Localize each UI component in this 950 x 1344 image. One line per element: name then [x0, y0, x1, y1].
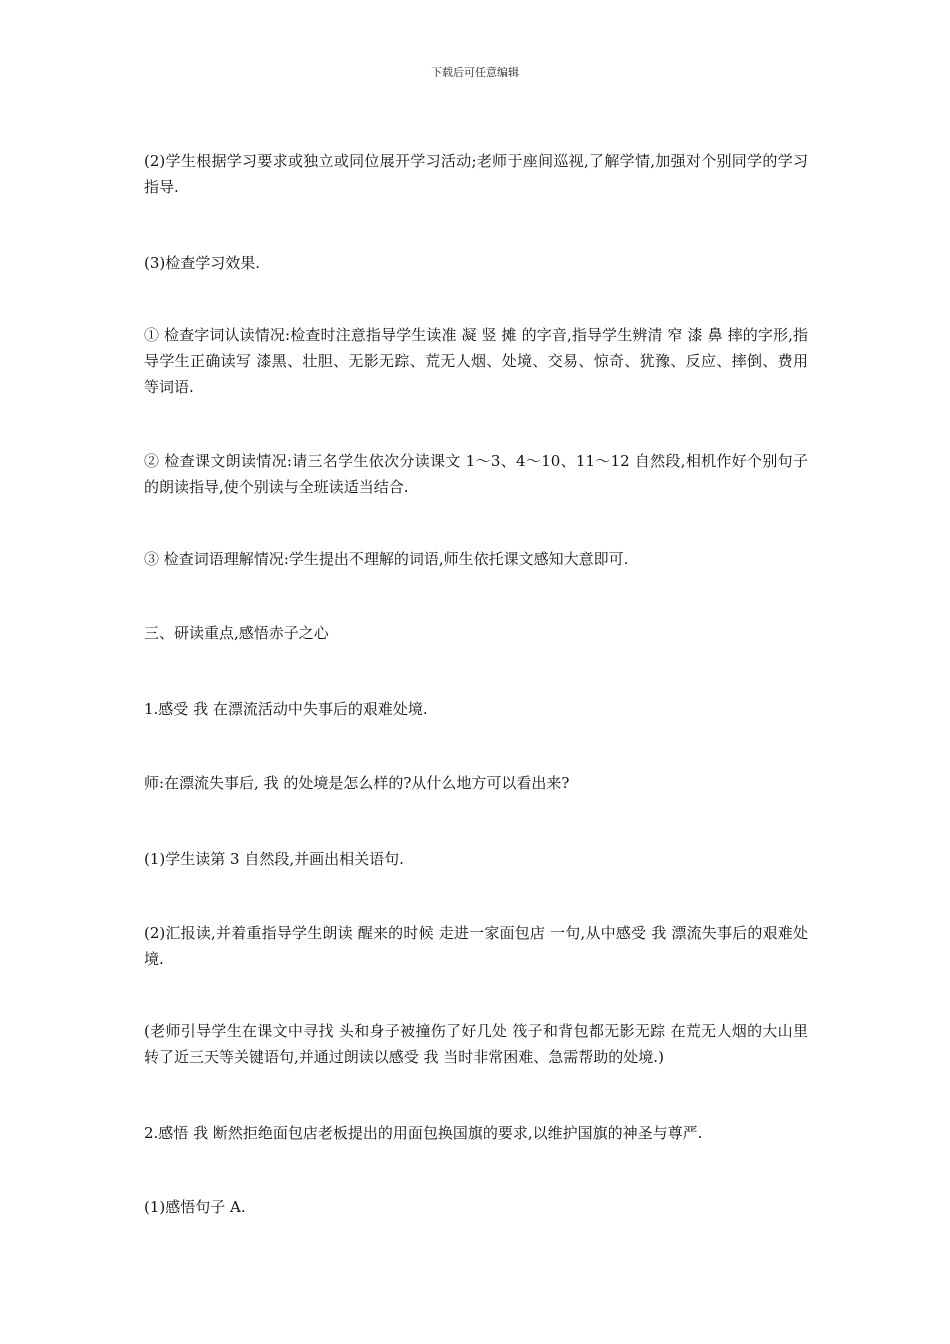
paragraph-feel-refusal: 2.感悟 我 断然拒绝面包店老板提出的用面包换国旗的要求,以维护国旗的神圣与尊严.: [144, 1124, 703, 1142]
paragraph-check-reading: ② 检查课文朗读情况:请三名学生依次分读课文 1～3、4～10、11～12 自然段,相机作好个别句子的朗读指导,使个别读与全班读适当结合.: [144, 452, 808, 496]
paragraph-feel-situation: 1.感受 我 在漂流活动中失事后的艰难处境.: [144, 700, 428, 718]
page-header: 下载后可任意编辑: [431, 66, 519, 79]
paragraph-check-effect: (3)检查学习效果.: [144, 254, 261, 272]
paragraph-student-activity: (2)学生根据学习要求或独立或同位展开学习活动;老师于座间巡视,了解学情,加强对个别同学的学习指导.: [144, 152, 808, 196]
paragraph-teacher-guide: (老师引导学生在课文中寻找 头和身子被撞伤了好几处 筏子和背包都无影无踪 在荒无人烟的大山里 转了近三天等关键语句,并通过朗读以感受 我 当时非常困难、急需帮助的处境.): [144, 1022, 808, 1066]
paragraph-check-words: ① 检查字词认读情况:检查时注意指导学生读准 凝 竖 摊 的字音,指导学生辨清 窄 漆 鼻 摔的字形,指导学生正确读写 漆黑、壮胆、无影无踪、荒无人烟、处境、交易、惊奇、犹豫、反应、摔倒、费用 等词语.: [144, 326, 808, 396]
paragraph-check-understanding: ③ 检查词语理解情况:学生提出不理解的词语,师生依托课文感知大意即可.: [144, 550, 629, 568]
paragraph-teacher-question: 师:在漂流失事后, 我 的处境是怎么样的?从什么地方可以看出来?: [144, 774, 570, 792]
paragraph-read-section-3: (1)学生读第 3 自然段,并画出相关语句.: [144, 850, 404, 868]
section-heading-3: 三、研读重点,感悟赤子之心: [144, 624, 329, 642]
paragraph-report-reading: (2)汇报读,并着重指导学生朗读 醒来的时候 走进一家面包店 一句,从中感受 我 漂流失事后的艰难处境.: [144, 924, 808, 968]
paragraph-sentence-a: (1)感悟句子 A.: [144, 1198, 246, 1216]
